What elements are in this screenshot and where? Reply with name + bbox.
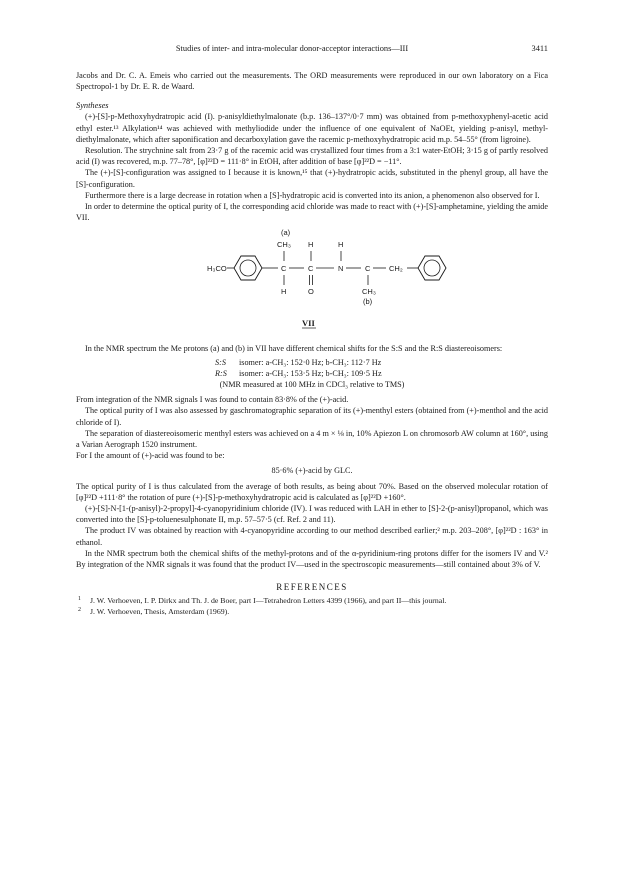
configuration-paragraph: The (+)-[S]-configuration was assigned to I because it is known,¹⁵ that (+)-hydratropic acids, substituted in the phenyl group, all have the [S]-configuration. <box>76 168 548 189</box>
ch3-bottom: CH₃ <box>362 287 376 297</box>
references-heading: REFERENCES <box>276 582 348 593</box>
structure-drawing <box>76 225 548 337</box>
backbone-c3: C <box>365 264 371 274</box>
running-title: Studies of inter- and intra-molecular donor-acceptor interactions—III <box>175 44 409 53</box>
page-number: 3411 <box>531 44 548 53</box>
reference-number: 2 <box>78 606 81 613</box>
paper-page <box>76 44 548 617</box>
purity-paragraph-2: The optical purity of I was also assessed by gaschromatographic separation of its (+)-menthyl esters (obtained from (+)-menthol and the acid chloride of I). <box>76 406 548 427</box>
benzene-ring-right-circle <box>424 260 440 276</box>
nmr-value-rs: isomer: a-CH₃: 153·5 Hz; b-CH₃: 109·5 Hz <box>239 368 382 378</box>
purity-paragraph-1: From integration of the NMR signals I was found to contain 83·8% of the (+)-acid. <box>76 395 349 405</box>
nmr-note: (NMR measured at 100 MHz in CDCl₃ relative to TMS) <box>219 380 405 390</box>
nmr-iv-paragraph: In the NMR spectrum both the chemical shifts of the methyl-protons and of the α-pyridinium-ring protons differ for the isomers IV and V.² By integration of the NMR signals it was found that the product IV—used in the spectroscopic measurements—still contained about 3% of V. <box>76 548 548 570</box>
backbone-n: N <box>338 264 344 274</box>
h-top-1: H <box>308 240 314 250</box>
nmr-intro: In the NMR spectrum the Me protons (a) and (b) in VII have different chemical shifts for the S:S and the R:S diastereoisomers: <box>85 344 503 354</box>
compound-iv-paragraph: (+)-[S]-N-[1-(p-anisyl)-2-propyl]-4-cyanopyridinium chloride (IV). I was reduced with LAH in ether to [S]-2-(p-anisyl)propanol, which was converted into the [S]-p-toluenesulphonate II, m.p. 57–57·5 (cf. Ref. 2 and 11). <box>76 504 548 525</box>
nmr-row-ss <box>76 357 548 368</box>
compound-label: VII <box>302 318 315 329</box>
optical-purity-paragraph: In order to determine the optical purity of I, the corresponding acid chloride was made to react with (+)-[S]-amphetamine, yielding the amide VII. <box>76 202 548 223</box>
page-header <box>76 44 548 58</box>
product-iv-paragraph: The product IV was obtained by reaction with 4-cyanopyridine according to our method described earlier;² m.p. 203–208°, [φ]²²D : 163° in ethanol. <box>76 526 548 547</box>
h-top-2: H <box>338 240 344 250</box>
backbone-c1: C <box>281 264 287 274</box>
nmr-isomer-ss: S:S <box>215 357 226 367</box>
rotation-paragraph: Furthermore there is a large decrease in rotation when a [S]-hydratropic acid is converted into its anion, a phenomenon also observed for I. <box>85 190 540 200</box>
syntheses-heading: Syntheses <box>76 101 109 111</box>
reference-text: J. W. Verhoeven, I. P. Dirkx and Th. J. de Boer, part I—Tetrahedron Letters 4399 (1966), and part II—this journal. <box>90 596 447 606</box>
purity-paragraph-3: The separation of diastereoisomeric menthyl esters was achieved on a 4 m × ⅛ in, 10% Apiezon L on chromosorb AW column at 160°, using a Varian Aerograph 1520 instrument. <box>76 428 548 450</box>
nmr-value-ss: isomer: a-CH₃: 152·0 Hz; b-CH₃: 112·7 Hz <box>239 357 382 367</box>
syntheses-paragraph-1: (+)-[S]-p-Methoxyhydratropic acid (I). p-anisyldiethylmalonate (b.p. 136–137°/0·7 mm) was obtained from p-methoxyphenyl-acetic acid ethyl ester.¹³ Alkylation¹⁴ was achieved with methyliodide under the influence of one equivalent of NaOEt, yielding p-anisyl, methyl-diethylmalonate, which after saponification and decarboxylation gave the racemic p-methoxyhydratropic acid m.p. 54–55° (from ligroine). <box>76 112 548 144</box>
reference-text: J. W. Verhoeven, Thesis, Amsterdam (1969). <box>90 606 230 616</box>
o-bottom: O <box>308 287 314 297</box>
reference-item <box>76 607 548 618</box>
benzene-ring-left-circle <box>240 260 256 276</box>
backbone-ch2: CH₂ <box>389 264 403 274</box>
nmr-row-rs <box>76 368 548 379</box>
methoxy-label: H₃CO <box>207 264 227 274</box>
structure-vii <box>76 225 548 337</box>
purity-paragraph-4: For I the amount of (+)-acid was found to be: <box>76 451 225 461</box>
label-b: (b) <box>363 297 373 307</box>
reference-item <box>76 596 548 607</box>
h-bottom: H <box>281 287 287 297</box>
purity-paragraph-5: The optical purity of I is thus calculated from the average of both results, as being about 70%. Based on the observed molecular rotation of [φ]²²D +111·8° the rotation of pure (+)-[S]-p-methoxyhydratropic acid is calculated as [φ]²²D +160°. <box>76 481 548 502</box>
nmr-isomer-rs: R:S <box>215 368 227 378</box>
glc-result: 85·6% (+)-acid by GLC. <box>271 466 353 476</box>
ch3-top: CH₃ <box>277 240 291 250</box>
backbone-c2: C <box>308 264 314 274</box>
resolution-paragraph: Resolution. The strychnine salt from 23·7 g of the racemic acid was crystallized four times from a 3:1 water-EtOH; 3·15 g of partly resolved acid (I) was recovered, m.p. 77–78°, [φ]²²D = 111·8° in EtOH, after addition of base [φ]²²D = −11°. <box>76 146 548 167</box>
reference-number: 1 <box>78 596 81 603</box>
label-a: (a) <box>281 228 291 238</box>
nmr-shifts <box>76 357 548 391</box>
intro-paragraph: Jacobs and Dr. C. A. Emeis who carried out the measurements. The ORD measurements were reproduced in our own laboratory on a Fica Spectropol-1 by Dr. E. R. de Waard. <box>76 71 548 92</box>
